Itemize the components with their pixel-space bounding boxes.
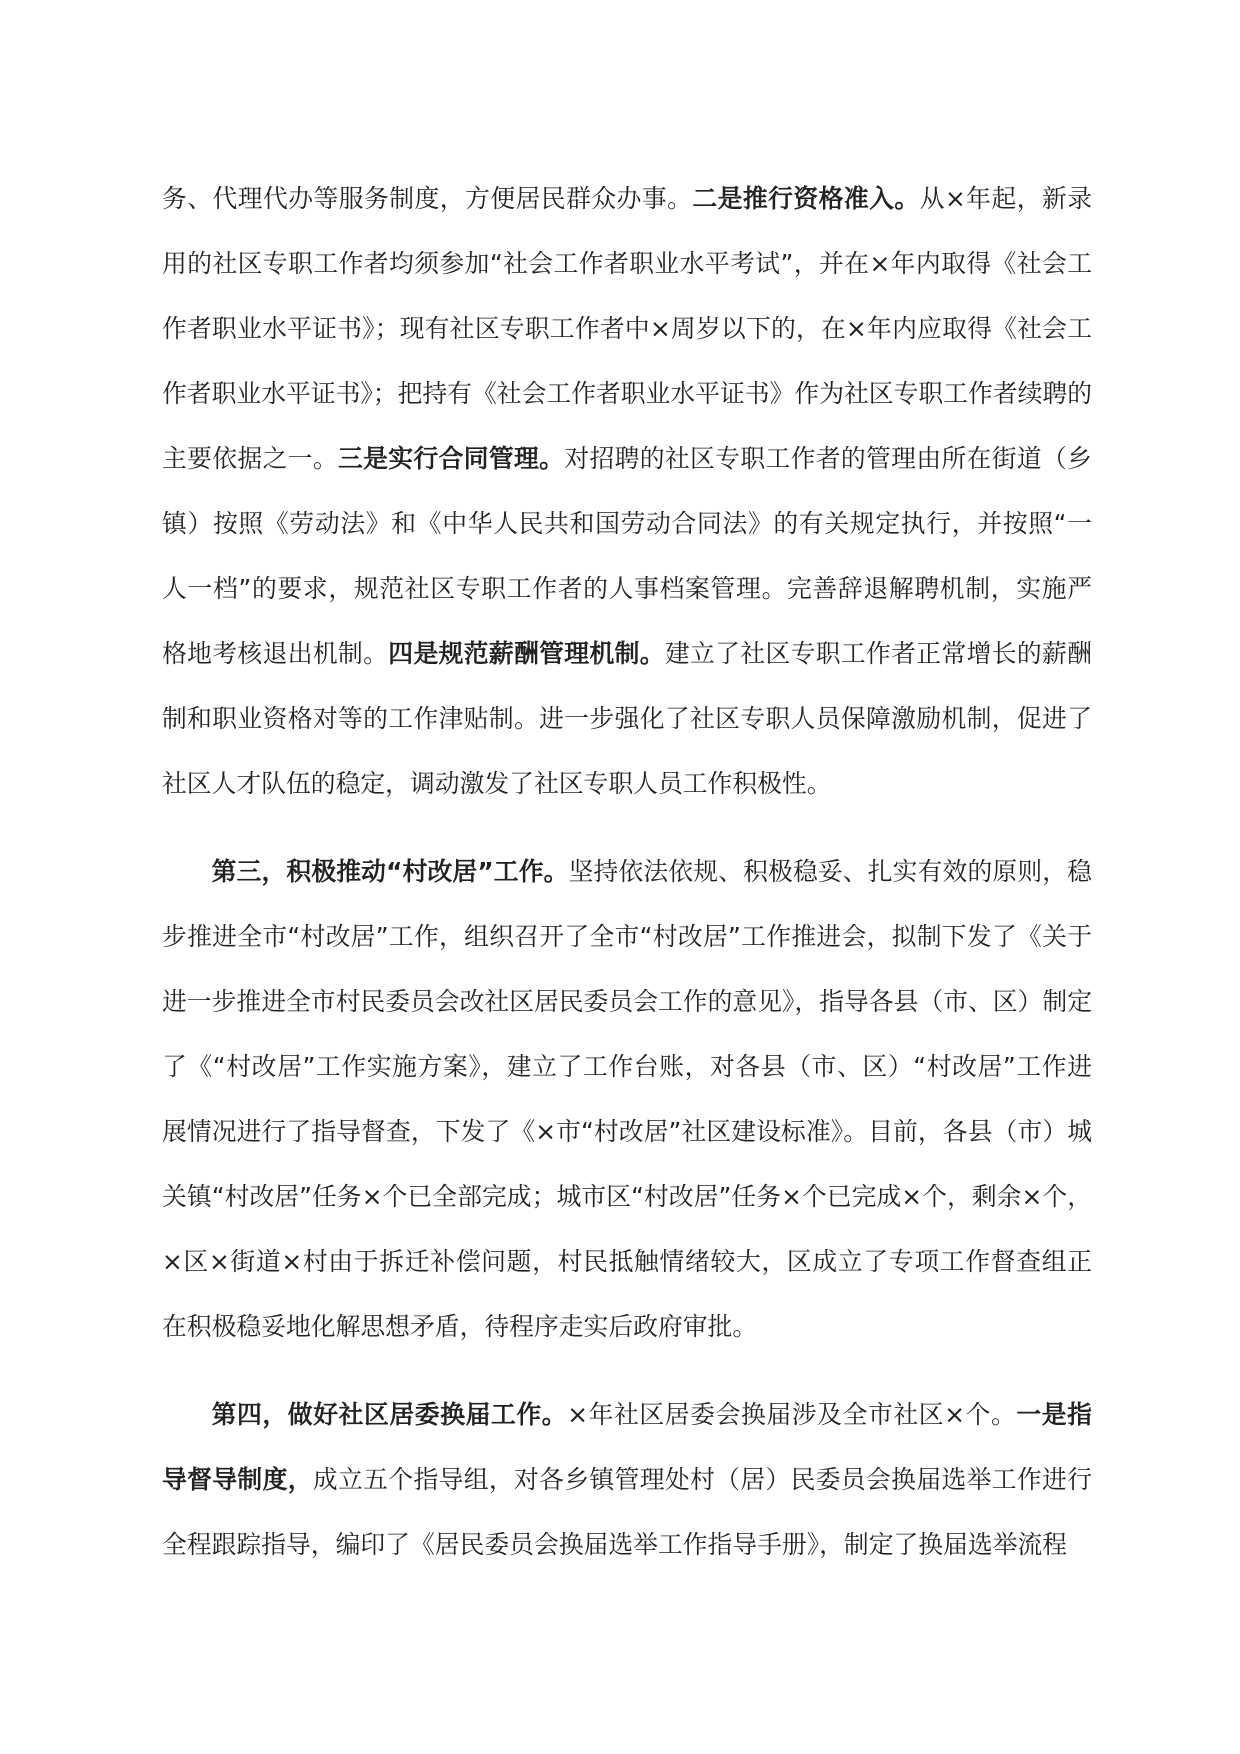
bold-heading-contract: 三是实行合同管理。: [338, 444, 565, 473]
text-segment: 成立五个指导组，对各乡镇管理处村（居）民委员会换届选举工作进行全程跟踪指导，编印了《居民委员会换届选举工作指导手册》，制定了换届选举流程: [162, 1465, 1092, 1559]
text-segment: 建立了社区专职工作者正常增长的薪酬制和职业资格对等的工作津贴制。进一步强化了社区专职人员保障激励机制，促进了社区人才队伍的稳定，调动激发了社区专职人员工作积极性。: [162, 639, 1092, 798]
paragraph-continued: [162, 166, 1092, 816]
paragraph-third: [162, 839, 1092, 1359]
text-segment: 务、代理代办等服务制度，方便居民群众办事。: [162, 184, 693, 213]
bold-heading-guidance: 一是指导督导制度，: [162, 1400, 1092, 1494]
text-segment: 坚持依法依规、积极稳妥、扎实有效的原则，稳步推进全市“村改居”工作，组织召开了全市“村改居”工作推进会，拟制下发了《关于进一步推进全市村民委员会改社区居民委员会工作的意见》，指导各县（市、区）制定了《“村改居”工作实施方案》，建立了工作台账，对各县（市、区）“村改居”工作进展情况进行了指导督查，下发了《×市“村改居”社区建设标准》。目前，各县（市）城关镇“村改居”任务×个已全部完成；城市区“村改居”任务×个已完成×个，剩余×个，×区×街道×村由于拆迁补偿问题，村民抵触情绪较大，区成立了专项工作督查组正在积极稳妥地化解思想矛盾，待程序走实后政府审批。: [162, 857, 1092, 1341]
bold-heading-third: 第三，积极推动“村改居”工作。: [211, 857, 569, 886]
bold-heading-qualification: 二是推行资格准入。: [692, 184, 920, 213]
bold-heading-fourth: 第四，做好社区居委换届工作。: [211, 1400, 568, 1429]
bold-heading-salary: 四是规范薪酬管理机制。: [388, 639, 665, 668]
text-segment: ×年社区居委会换届涉及全市社区×个。: [567, 1400, 1017, 1429]
paragraph-fourth: [162, 1382, 1092, 1577]
document-body: [162, 166, 1092, 1577]
text-segment: 对招聘的社区专职工作者的管理由所在街道（乡镇）按照《劳动法》和《中华人民共和国劳动合同法》的有关规定执行，并按照“一人一档”的要求，规范社区专职工作者的人事档案管理。完善辞退解聘机制，实施严格地考核退出机制。: [162, 444, 1092, 668]
text-segment: 从×年起，新录用的社区专职工作者均须参加“社会工作者职业水平考试”，并在×年内取得《社会工作者职业水平证书》；现有社区专职工作者中×周岁以下的，在×年内应取得《社会工作者职业水平证书》；把持有《社会工作者职业水平证书》作为社区专职工作者续聘的主要依据之一。: [162, 184, 1092, 473]
